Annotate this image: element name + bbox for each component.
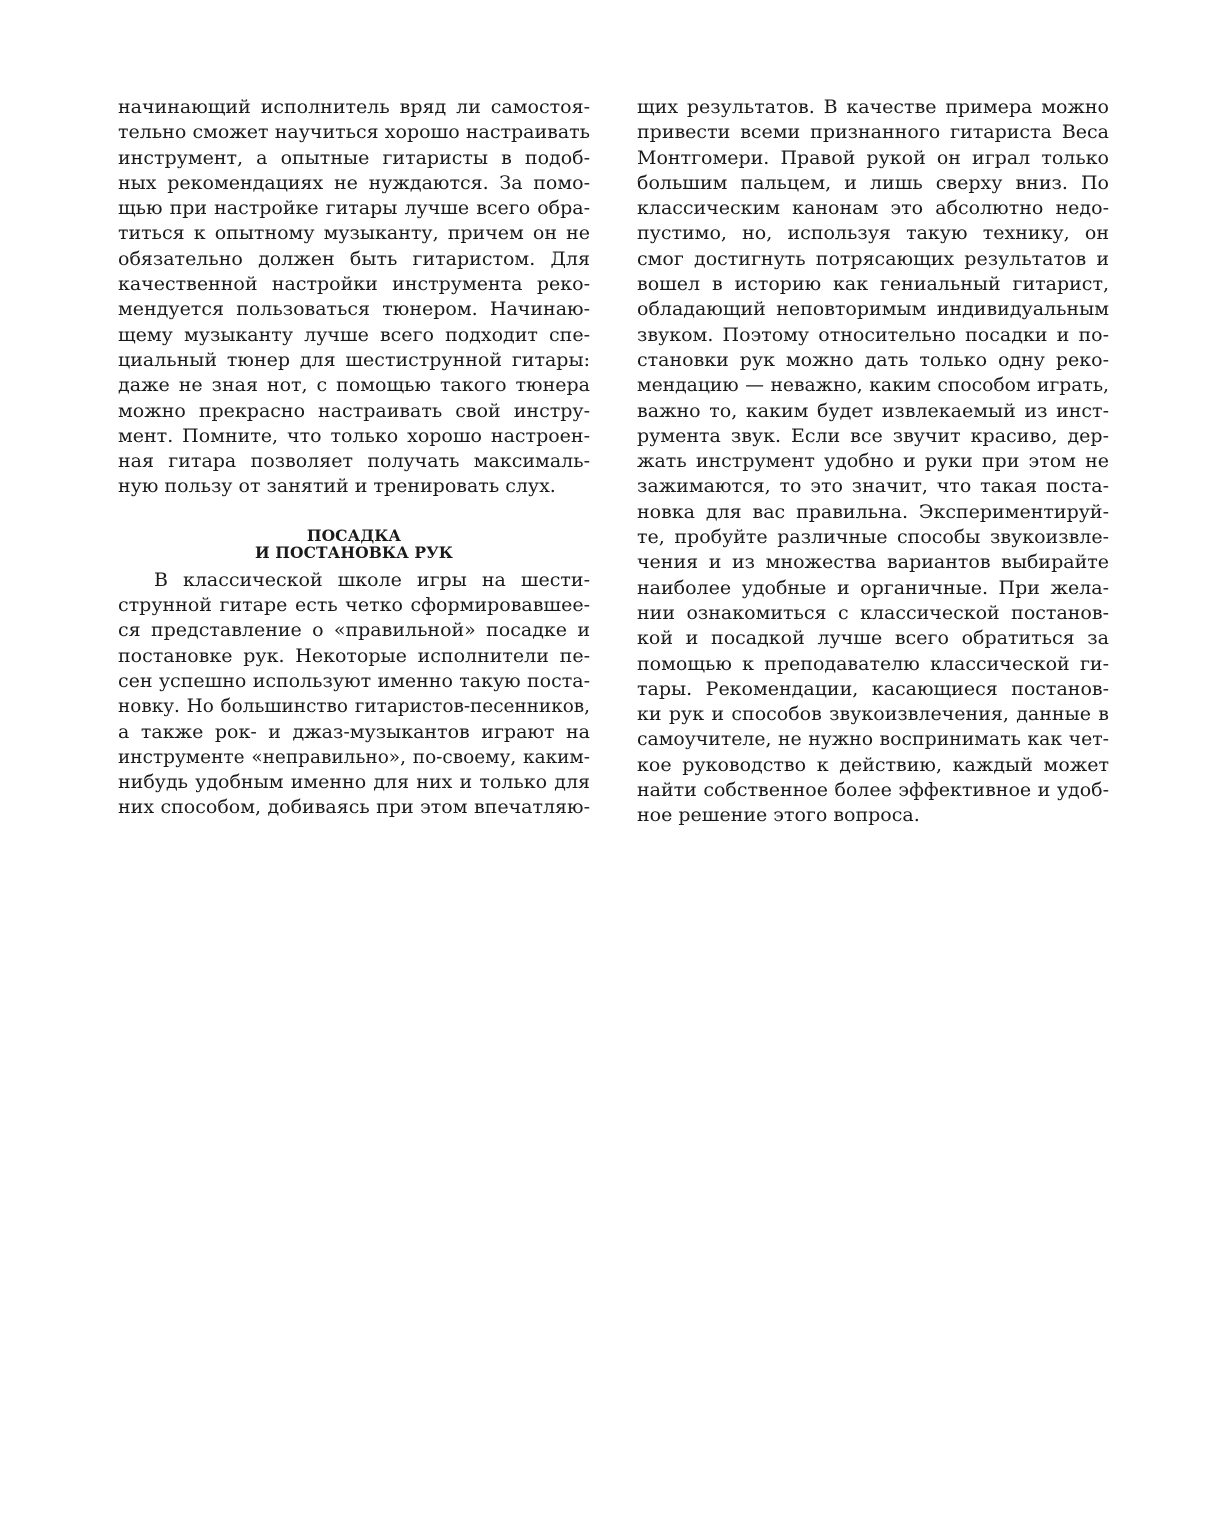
text-line: важно то, каким будет извлекаемый из инст-	[637, 399, 1109, 422]
text-line: инструмент, а опытные гитаристы в подоб-	[118, 146, 590, 169]
text-line: пустимо, но, используя такую технику, он	[637, 222, 1109, 245]
text-line: даже не зная нот, с помощью такого тюнера	[118, 374, 590, 397]
text-line: наиболее удобные и органичные. При жела-	[637, 576, 1109, 599]
posture-paragraph	[118, 568, 590, 821]
right-column	[637, 95, 1109, 829]
text-line: классическим канонам это абсолютно недо-	[637, 197, 1109, 220]
text-line: найти собственное более эффективное и удоб-	[637, 779, 1109, 802]
text-line: зажимаются, то это значит, что такая поста-	[637, 475, 1109, 498]
text-line: а также рок- и джаз-музыкантов играют на	[118, 720, 590, 743]
text-line: В классической школе игры на шести-	[154, 568, 590, 591]
text-line: постановке рук. Некоторые исполнители пе-	[118, 644, 590, 667]
text-line: струнной гитаре есть четко сформировавшее-	[118, 594, 590, 617]
text-line: мент. Помните, что только хорошо настроен-	[118, 424, 590, 447]
text-line: ки рук и способов звукоизвлечения, данные в	[637, 703, 1109, 726]
text-line: обязательно должен быть гитаристом. Для	[118, 247, 590, 270]
text-line: начинающий исполнитель вряд ли самостоя-	[118, 96, 590, 118]
text-line: жать инструмент удобно и руки при этом не	[637, 450, 1109, 473]
tuning-paragraph	[118, 95, 590, 500]
heading-line-1: ПОСАДКА	[306, 525, 402, 545]
text-line: смог достигнуть потрясающих результатов и	[637, 247, 1109, 270]
text-line: ная гитара позволяет получать максималь-	[118, 450, 590, 473]
text-line: ных рекомендациях не нуждаются. За помо-	[118, 171, 590, 194]
text-line: титься к опытному музыканту, причем он не	[118, 222, 590, 245]
text-line: звуком. Поэтому относительно посадки и по-	[637, 323, 1109, 346]
text-line: тельно сможет научиться хорошо настраивать	[118, 121, 590, 144]
text-line: вошел в историю как гениальный гитарист,	[637, 273, 1109, 296]
text-line: ся представление о «правильной» посадке и	[118, 619, 590, 642]
text-line: мендацию — неважно, каким способом играть,	[637, 375, 1109, 397]
text-line: щему музыканту лучше всего подходит спе-	[118, 323, 590, 346]
text-line: нии ознакомиться с классической постанов-	[637, 601, 1109, 624]
text-line: мендуется пользоваться тюнером. Начинаю-	[118, 298, 590, 321]
text-line: кой и посадкой лучше всего обратиться за	[637, 627, 1109, 650]
text-line: помощью к преподавателю классической ги-	[637, 652, 1109, 675]
left-column	[118, 95, 590, 821]
text-line: инструменте «неправильно», по-своему, каким-	[118, 746, 590, 768]
posture-paragraph-continued	[637, 95, 1109, 829]
text-line: сен успешно используют именно такую поста-	[118, 669, 590, 692]
text-line: кое руководство к действию, каждый может	[637, 753, 1109, 776]
text-line: нибудь удобным именно для них и только для	[118, 771, 590, 794]
text-line: Монтгомери. Правой рукой он играл только	[637, 146, 1109, 169]
text-line: ное решение этого вопроса.	[637, 804, 920, 827]
text-line: большим пальцем, и лишь сверху вниз. По	[637, 171, 1109, 194]
text-line: румента звук. Если все звучит красиво, дер-	[637, 424, 1109, 447]
heading-line-2: И ПОСТАНОВКА РУК	[255, 542, 453, 562]
text-line: новку. Но большинство гитаристов-песенников,	[118, 696, 590, 718]
text-line: щью при настройке гитары лучше всего обра-	[118, 197, 590, 220]
text-line: те, пробуйте различные способы звукоизвле-	[637, 526, 1109, 549]
text-line: привести всеми признанного гитариста Веса	[637, 121, 1109, 144]
text-line: самоучителе, не нужно воспринимать как чет-	[637, 729, 1109, 751]
text-line: обладающий неповторимым индивидуальным	[637, 298, 1109, 321]
text-line: новка для вас правильна. Экспериментируй-	[637, 500, 1109, 523]
text-line: качественной настройки инструмента реко-	[118, 273, 590, 296]
text-line: чения и из множества вариантов выбирайте	[637, 551, 1109, 574]
text-line: них способом, добиваясь при этом впечатляю-	[118, 796, 590, 819]
section-heading	[118, 527, 590, 561]
text-line: становки рук можно дать только одну реко-	[637, 348, 1109, 371]
text-line: циальный тюнер для шестиструнной гитары:	[118, 348, 590, 371]
text-line: щих результатов. В качестве примера можно	[637, 96, 1109, 118]
text-line: можно прекрасно настраивать свой инстру-	[118, 399, 590, 422]
text-line: тары. Рекомендации, касающиеся постанов-	[637, 677, 1109, 700]
text-line: ную пользу от занятий и тренировать слух.	[118, 475, 556, 498]
